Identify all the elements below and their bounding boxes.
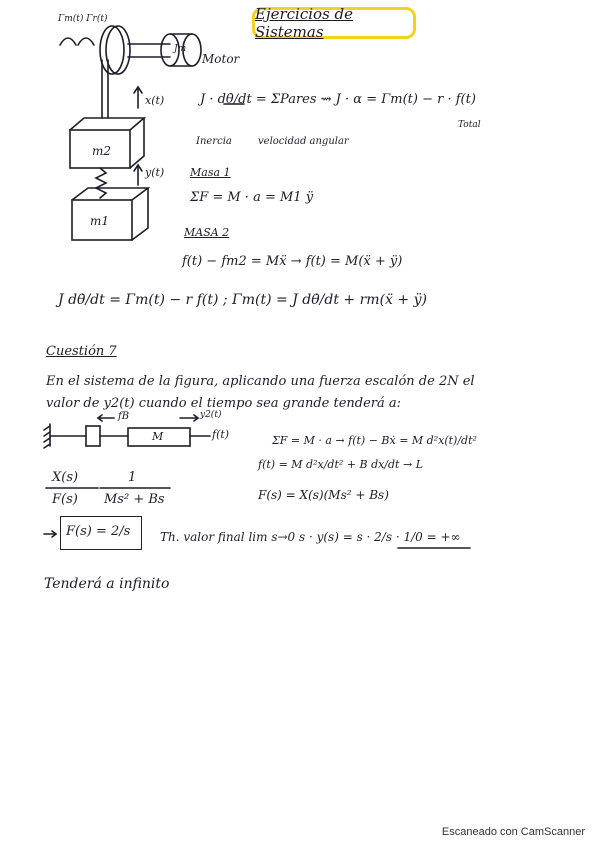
masa1-equation: ΣF = M · a = M1 ÿ [190,190,314,205]
question-line-2: valor de y2(t) cuando el tiempo sea grande tenderá a: [46,396,401,411]
equation-1-sub: Total [458,120,481,130]
motor-label: Motor [202,52,240,66]
tf-numerator: X(s) [52,470,79,485]
drum [100,26,124,74]
fs-box-text: F(s) = 2/s [66,524,131,539]
note-velocidad: velocidad angular [258,136,349,147]
page-title: Ejercicios de Sistemas [255,5,354,41]
scanner-footer: Escaneado con CamScanner [441,826,585,838]
masa2-equation: f(t) − fm2 = Mẍ → f(t) = M(ẍ + ÿ) [182,254,403,269]
y-label: y(t) [145,166,165,179]
derivation-2: f(t) = M d²x/dt² + B dx/dt → L [258,458,423,471]
x-label: x(t) [145,94,165,107]
final-value-theorem: Th. valor final lim s→0 s · y(s) = s · 2/s · 1/0 = +∞ [160,530,461,544]
derivation-3: F(s) = X(s)(Ms² + Bs) [258,488,389,502]
masa2-heading: MASA 2 [184,226,230,239]
jm-label: Jm [174,44,187,54]
m2-label: m2 [92,144,112,158]
question-line-1: En el sistema de la figura, aplicando una fuerza escalón de 2N el [46,374,475,389]
mass-M-label: M [152,430,164,443]
equation-1: J · dθ̇/dt = ΣPares ⇝ J · α = Γm(t) − r · f(t) [200,92,476,107]
fB-label: fB [118,411,130,422]
y2-label: y2(t) [200,410,222,420]
rotation-arrow-1 [60,38,76,45]
tf-rhs-numerator: 1 [128,470,137,485]
force-label: f(t) [212,428,230,441]
derivation-1: ΣF = M · a → f(t) − Bẋ = M d²x(t)/dt² [272,434,477,447]
tf-rhs-denominator: Ms² + Bs [104,492,165,507]
masa1-heading: Masa 1 [190,166,231,179]
torque-labels: Γm(t) Γr(t) [58,14,108,24]
damper [86,426,100,446]
conclusion: Tenderá a infinito [44,576,170,592]
combined-equation: J dθ̇/dt = Γm(t) − r f(t) ; Γm(t) = J dθ̇/dt + rm(ẍ + ÿ) [58,292,427,308]
note-inercia: Inercia [196,136,232,147]
tf-denominator: F(s) [52,492,78,507]
question-heading: Cuestión 7 [46,344,117,359]
m1-label: m1 [90,214,110,228]
spring [96,168,106,198]
rotation-arrow-2 [78,38,94,45]
